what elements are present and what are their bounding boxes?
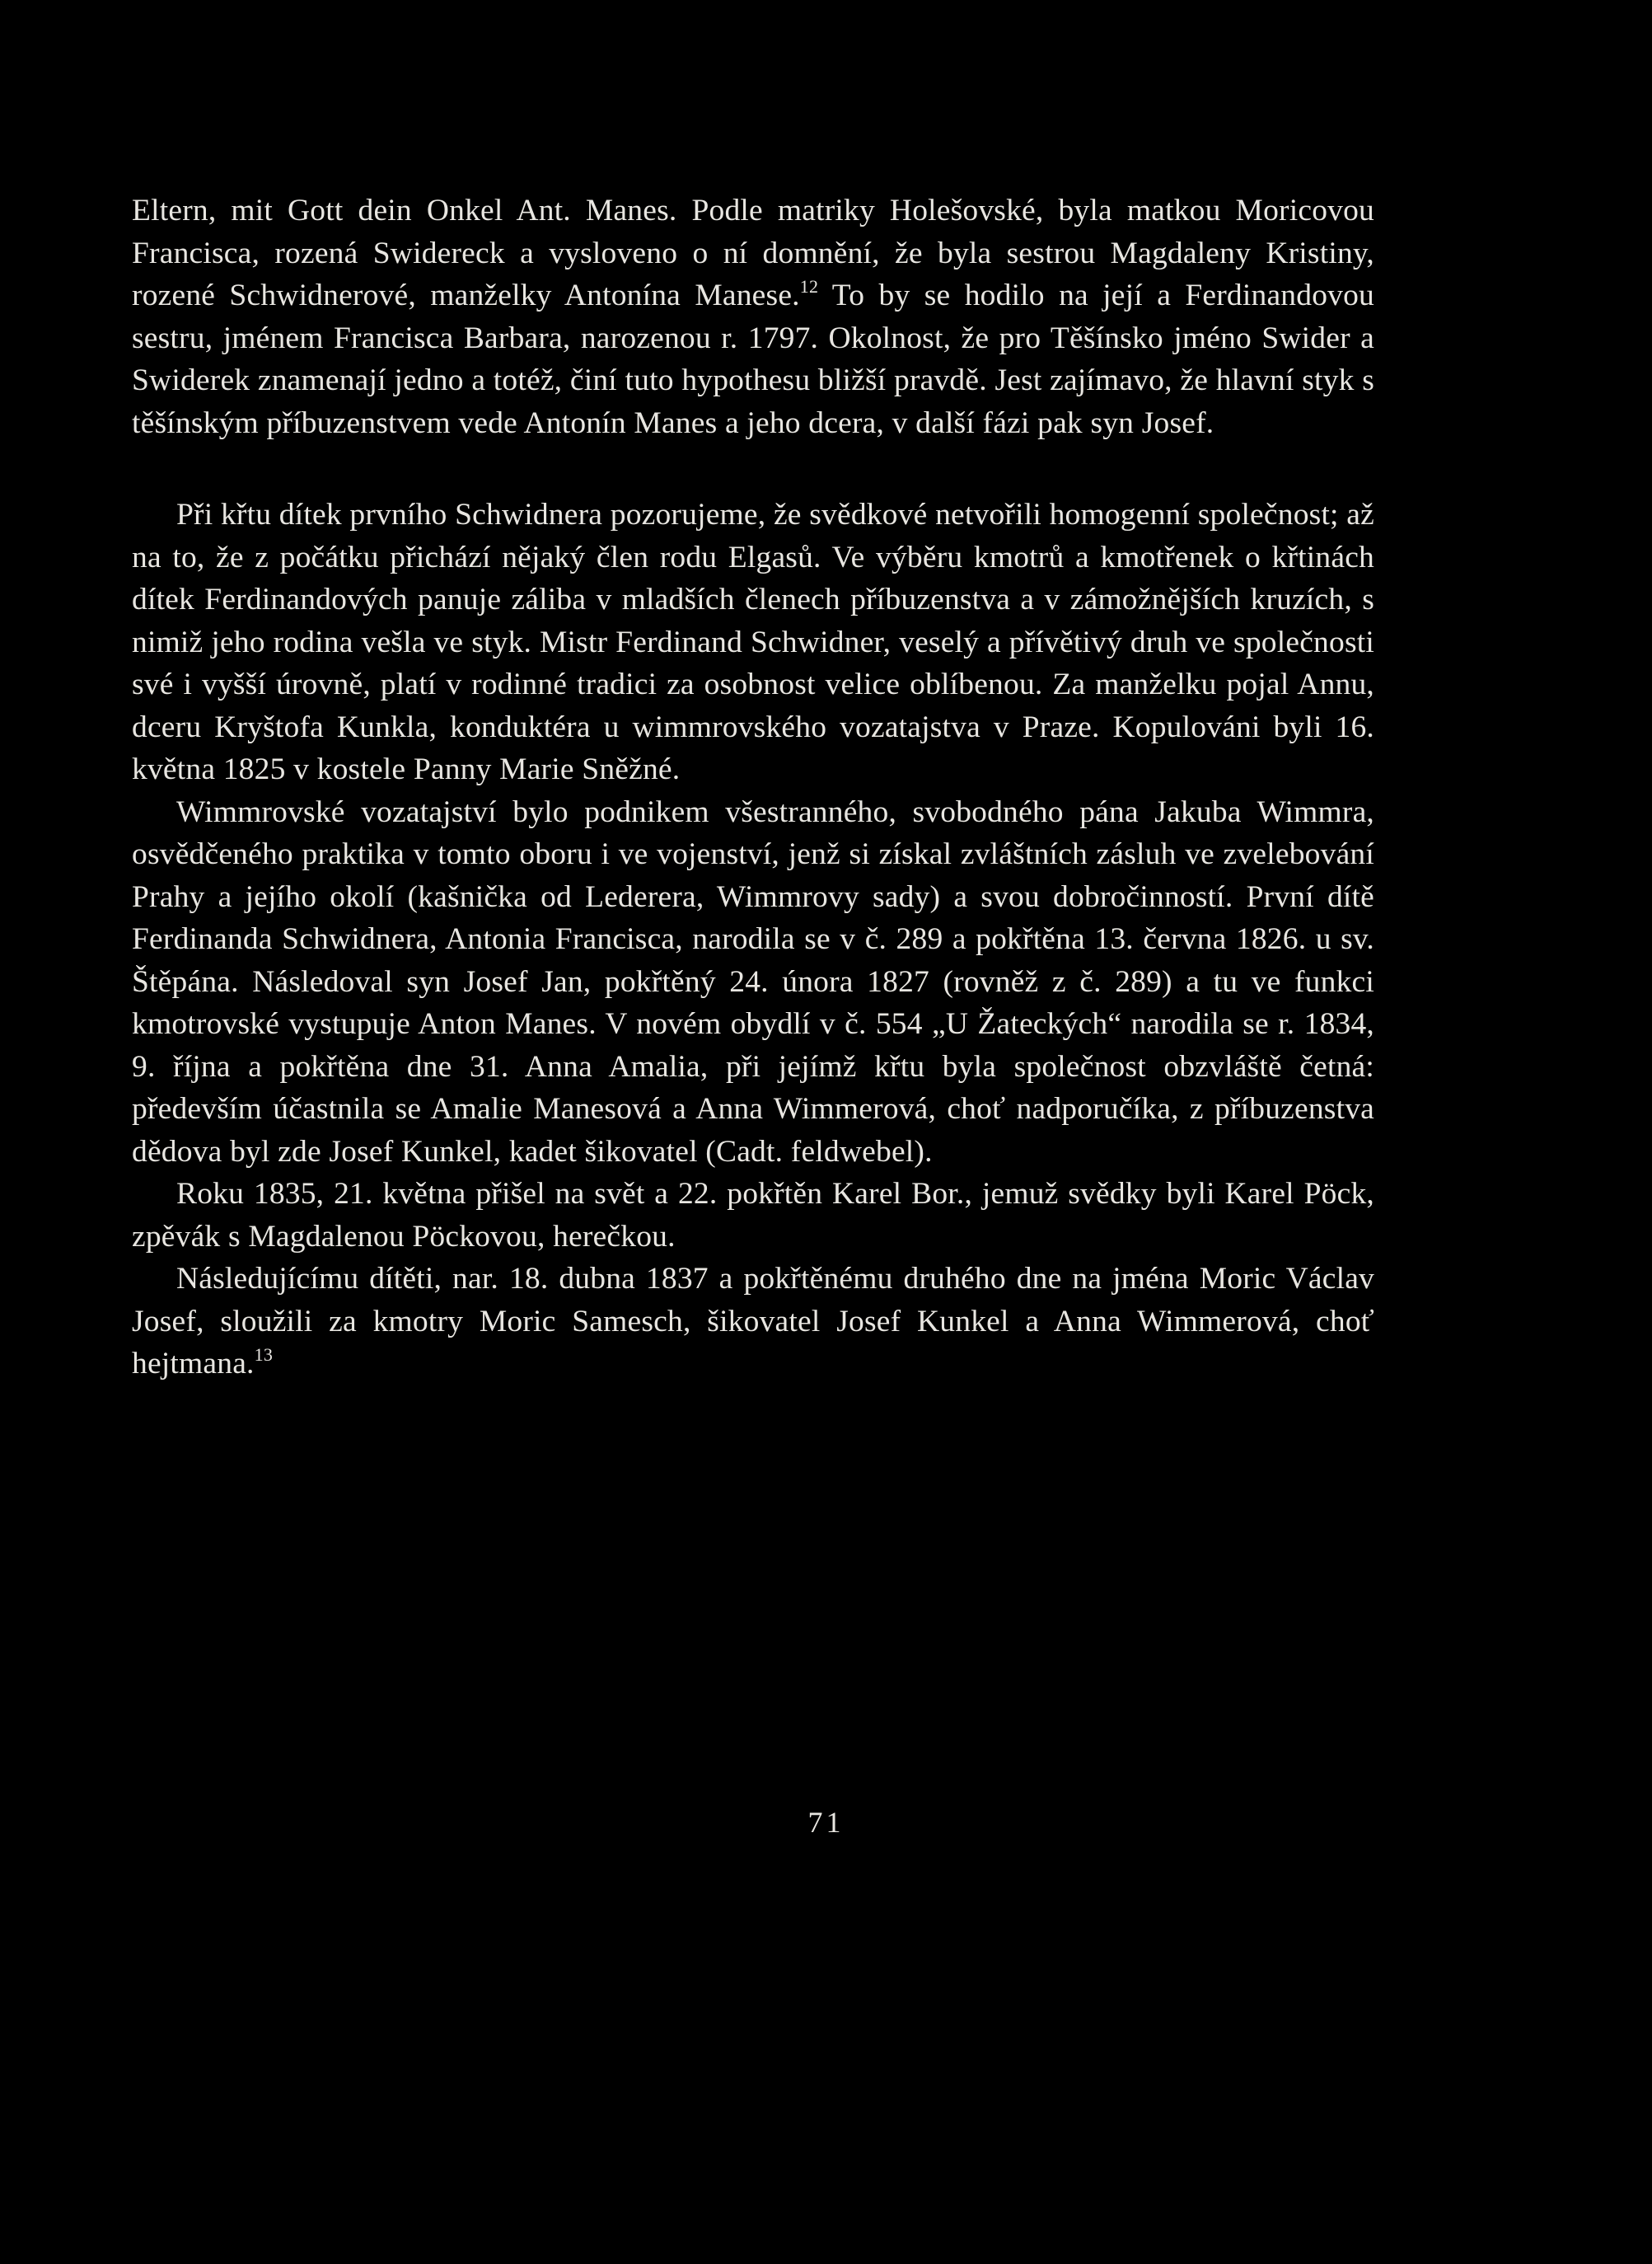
paragraph-3	[132, 791, 1374, 1174]
paragraph-1-text: Eltern, mit Gott dein Onkel Ant. Manes. Podle matriky Holešovské, byla matkou Moricovou Francisca, rozená Swidereck a vysloveno o ní domnění, že byla sestrou Magdaleny Kristiny, rozené Schwidnerové, manželky Antonína Manese.	[132, 194, 1374, 312]
body-text	[132, 190, 1374, 1385]
footnote-ref-13: 13	[254, 1344, 274, 1365]
paragraph-5-text: Následujícímu dítěti, nar. 18. dubna 1837 a pokřtěnému druhého dne na jména Moric Václav Josef, sloužili za kmotry Moric Samesch, šikovatel Josef Kunkel a Anna Wimmerová, choť hejtmana.	[132, 1262, 1374, 1380]
paragraph-2-text: Při křtu dítek prvního Schwidnera pozorujeme, že svědkové netvořili homogenní společnost; až na to, že z počátku přichází nějaký člen rodu Elgasů. Ve výběru kmotrů a kmotřenek o křtinách dítek Ferdinandových panuje záliba v mladších členech příbuzenstva a v zámožnějších kruzích, s nimiž jeho rodina vešla ve styk. Mistr Ferdinand Schwidner, veselý a přívětivý druh ve společnosti své i vyšší úrovně, platí v rodinné tradici za osobnost velice oblíbenou. Za manželku pojal Annu, dceru Kryštofa Kunkla, konduktéra u wimmrovského vozatajstva v Praze. Kopulováni byli 16. května 1825 v kostele Panny Marie Sněžné.	[132, 498, 1374, 786]
paragraph-4-text: Roku 1835, 21. května přišel na svět a 22. pokřtěn Karel Bor., jemuž svědky byli Karel Pöck, zpěvák s Magdalenou Pöckovou, herečkou.	[132, 1177, 1374, 1254]
footnote-ref-12: 12	[799, 276, 819, 297]
paragraph-4	[132, 1173, 1374, 1258]
page-number: 71	[807, 1806, 845, 1839]
paragraph-2	[132, 494, 1374, 791]
paragraph-5	[132, 1258, 1374, 1385]
paragraph-3-text: Wimmrovské vozatajství bylo podnikem všestranného, svobodného pána Jakuba Wimmra, osvědčeného praktika v tomto oboru i ve vojenství, jenž si získal zvláštních zásluh ve zvelebování Prahy a jejího okolí (kašnička od Lederera, Wimmrovy sady) a svou dobročinností. První dítě Ferdinanda Schwidnera, Antonia Francisca, narodila se v č. 289 a pokřtěna 13. června 1826. u sv. Štěpána. Následoval syn Josef Jan, pokřtěný 24. února 1827 (rovněž z č. 289) a tu ve funkci kmotrovské vystupuje Anton Manes. V novém obydlí v č. 554 „U Žateckých“ narodila se r. 1834, 9. října a pokřtěna dne 31. Anna Amalia, při jejímž křtu byla společnost obzvláště četná: především účastnila se Amalie Manesová a Anna Wimmerová, choť nadporučíka, z příbuzenstva dědova byl zde Josef Kunkel, kadet šikovatel (Cadt. feldwebel).	[132, 795, 1374, 1169]
paragraph-1-continuation: To by se hodilo na její a Ferdinandovou sestru, jménem Francisca Barbara, narozenou r. 1797. Okolnost, že pro Těšínsko jméno Swider a Swiderek znamenají jedno a totéž, činí tuto hypothesu bližší pravdě. Jest zajímavo, že hlavní styk s těšínským příbuzenstvem vede Antonín Manes a jeho dcera, v další fázi pak syn Josef.	[132, 279, 1374, 440]
paragraph-1	[132, 190, 1374, 444]
